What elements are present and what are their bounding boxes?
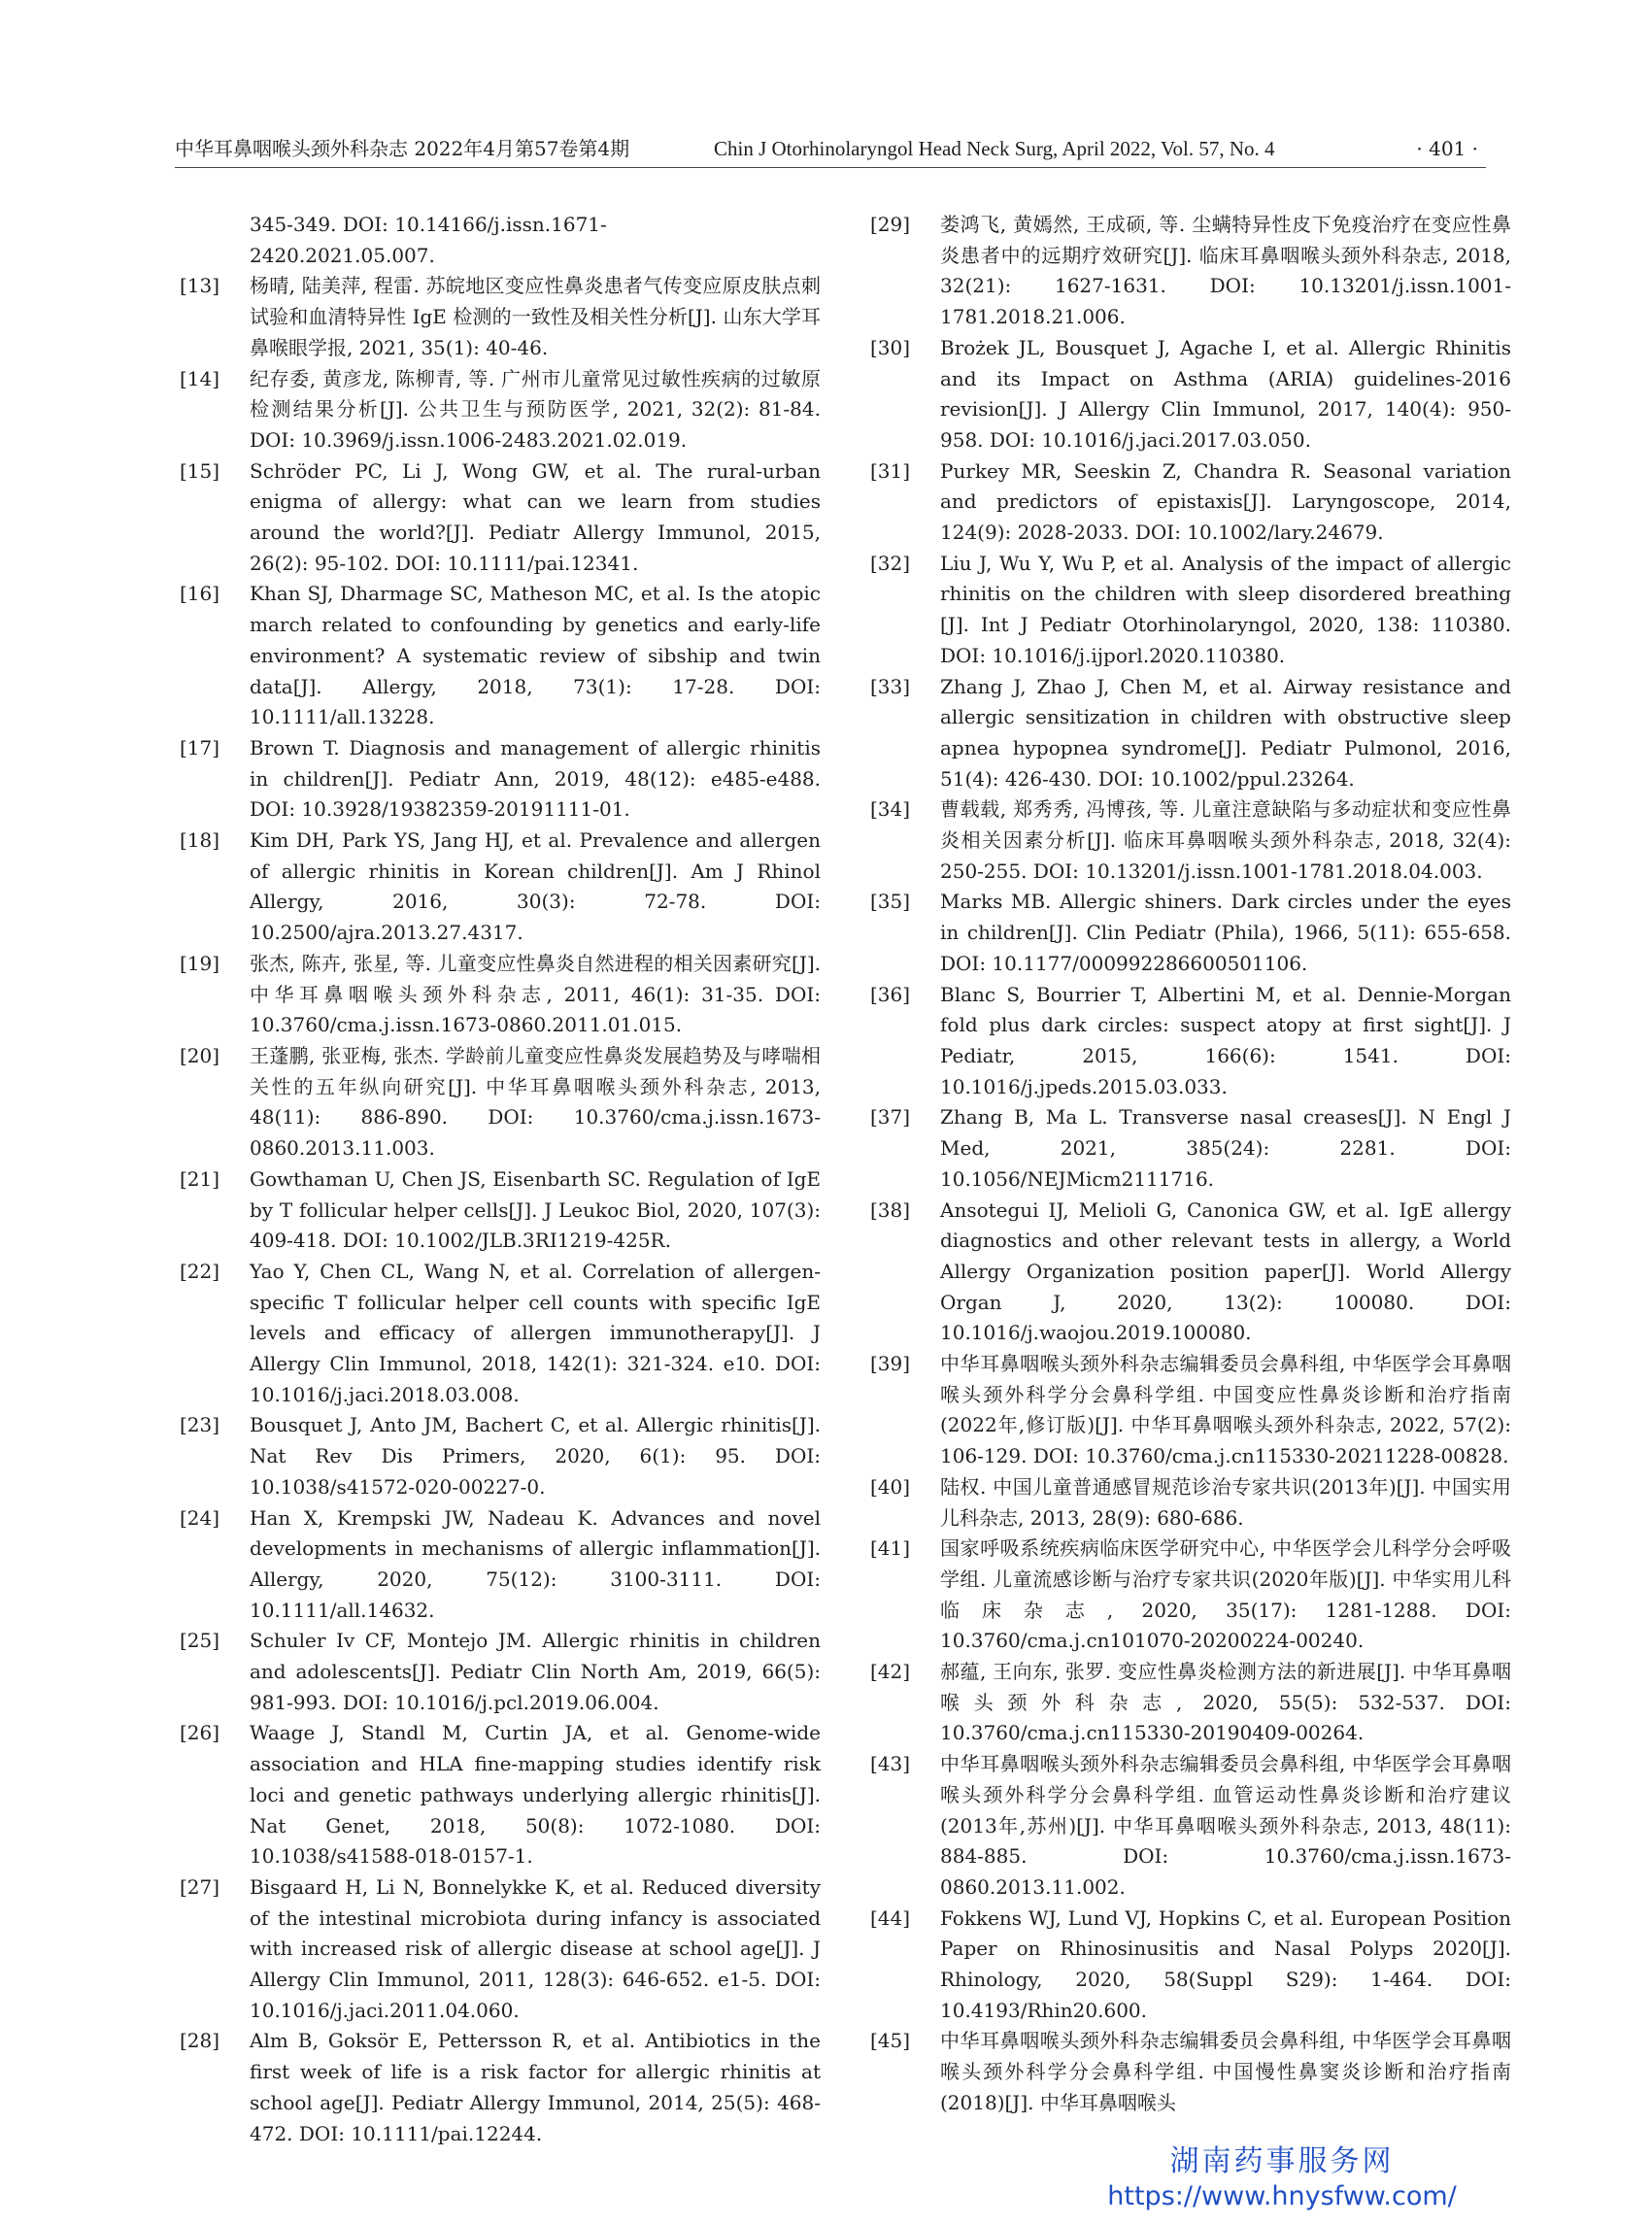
journal-title-cn: 中华耳鼻咽喉头颈外科杂志 2022年4月第57卷第4期 xyxy=(175,137,630,160)
reference-number: [23] xyxy=(180,1413,220,1437)
reference-item xyxy=(870,1102,1511,1195)
reference-number: [16] xyxy=(180,582,220,606)
reference-text: Gowthaman U, Chen JS, Eisenbarth SC. Regulation of IgE by T follicular helper cells[J]. J Leukoc Biol, 2020, 107(3): 409-418. DOI: 10.1002/JLB.3RI1219-425R. xyxy=(250,1166,821,1253)
reference-item xyxy=(180,826,821,949)
reference-text: Yao Y, Chen CL, Wang N, et al. Correlation of allergen-specific T follicular helper cell counts with specific IgE levels and efficacy of allergen immunotherapy[J]. J Allergy Clin Immunol, 2018, 142(1): 321-324. e10. DOI: 10.1016/j.jaci.2018.03.008. xyxy=(250,1259,821,1406)
reference-text: 中华耳鼻咽喉头颈外科杂志编辑委员会鼻科组, 中华医学会耳鼻咽喉头颈外科学分会鼻科学组. 中国慢性鼻窦炎诊断和治疗指南(2018)[J]. 中华耳鼻咽喉头 xyxy=(940,2029,1511,2114)
reference-item xyxy=(180,579,821,733)
reference-text: 纪存委, 黄彦龙, 陈柳青, 等. 广州市儿童常见过敏性疾病的过敏原检测结果分析[J]. 公共卫生与预防医学, 2021, 32(2): 81-84. DOI: 10.3969/j.issn.1006-2483.2021.02.019. xyxy=(250,366,821,452)
watermark-site-name: 湖南药事服务网 xyxy=(1169,2144,1395,2178)
reference-text: 曹载载, 郑秀秀, 冯博孩, 等. 儿童注意缺陷与多动症状和变应性鼻炎相关因素分析[J]. 临床耳鼻咽喉头颈外科杂志, 2018, 32(4): 250-255. DOI: 10.13201/j.issn.1001-1781.2018.04.003. xyxy=(940,797,1511,883)
reference-number: [45] xyxy=(870,2029,911,2053)
reference-item xyxy=(870,794,1511,887)
reference-number: [15] xyxy=(180,458,220,483)
reference-number: [39] xyxy=(870,1352,911,1376)
reference-text: 娄鸿飞, 黄嫣然, 王成硕, 等. 尘螨特异性皮下免疫治疗在变应性鼻炎患者中的远期疗效研究[J]. 临床耳鼻咽喉头颈外科杂志, 2018, 32(21): 1627-1631. DOI: 10.13201/j.issn.1001-1781.2018.21.006. xyxy=(940,213,1511,329)
reference-item xyxy=(870,980,1511,1103)
reference-item xyxy=(180,2026,821,2149)
reference-item xyxy=(180,949,821,1041)
reference-item xyxy=(870,2026,1511,2118)
reference-number: [34] xyxy=(870,797,911,822)
reference-text: Purkey MR, Seeskin Z, Chandra R. Seasonal variation and predictors of epistaxis[J]. Laryngoscope, 2014, 124(9): 2028-2033. DOI: 10.1002/lary.24679. xyxy=(940,458,1511,545)
reference-number: [33] xyxy=(870,674,911,698)
reference-item xyxy=(870,1196,1511,1350)
reference-text: 陆权. 中国儿童普通感冒规范诊治专家共识(2013年)[J]. 中国实用儿科杂志, 2013, 28(9): 680-686. xyxy=(940,1474,1511,1530)
reference-number: [21] xyxy=(180,1166,220,1191)
reference-text: Alm B, Goksör E, Pettersson R, et al. Antibiotics in the first week of life is a risk factor for allergic rhinitis at school age[J]. Pediatr Allergy Immunol, 2014, 25(5): 468-472. DOI: 10.1111/pai.12244. xyxy=(250,2029,821,2145)
reference-item xyxy=(180,1041,821,1164)
reference-text: Schröder PC, Li J, Wong GW, et al. The rural-urban enigma of allergy: what can we learn from studies around the world?[J]. Pediatr Allergy Immunol, 2015, 26(2): 95-102. DOI: 10.1111/pai.12341. xyxy=(250,458,821,575)
reference-text: Zhang J, Zhao J, Chen M, et al. Airway resistance and allergic sensitization in children with obstructive sleep apnea hypopnea syndrome[J]. Pediatr Pulmonol, 2016, 51(4): 426-430. DOI: 10.1002/ppul.23264. xyxy=(940,674,1511,791)
reference-number: [26] xyxy=(180,1721,220,1745)
reference-number: [30] xyxy=(870,335,911,359)
reference-item xyxy=(180,456,821,580)
reference-text: Schuler Iv CF, Montejo JM. Allergic rhinitis in children and adolescents[J]. Pediatr Clin North Am, 2019, 66(5): 981-993. DOI: 10.1016/j.pcl.2019.06.004. xyxy=(250,1629,821,1714)
reference-number: [19] xyxy=(180,951,220,975)
reference-number: [44] xyxy=(870,1905,911,1930)
reference-text: Blanc S, Bourrier T, Albertini M, et al. Dennie-Morgan fold plus dark circles: suspect atopy at first sight[J]. J Pediatr, 2015, 166(6): 1541. DOI: 10.1016/j.jpeds.2015.03.033. xyxy=(940,982,1511,1098)
watermark xyxy=(1078,2144,1486,2214)
reference-text: Brożek JL, Bousquet J, Agache I, et al. Allergic Rhinitis and its Impact on Asthma (ARIA) guidelines-2016 revision[J]. J Allergy Clin Immunol, 2017, 140(4): 950-958. DOI: 10.1016/j.jaci.2017.03.050. xyxy=(940,335,1511,452)
reference-item xyxy=(870,1657,1511,1749)
reference-column-left xyxy=(180,210,821,2149)
page-number: · 401 · xyxy=(1416,137,1478,160)
reference-item xyxy=(180,1257,821,1411)
reference-number: [25] xyxy=(180,1629,220,1653)
reference-number: [32] xyxy=(870,551,911,575)
reference-number: [38] xyxy=(870,1197,911,1222)
reference-text: Fokkens WJ, Lund VJ, Hopkins C, et al. European Position Paper on Rhinosinusitis and Nasal Polyps 2020[J]. Rhinology, 2020, 58(Suppl S29): 1-464. DOI: 10.4193/Rhin20.600. xyxy=(940,1905,1511,2022)
reference-item xyxy=(180,271,821,363)
reference-text: Ansotegui IJ, Melioli G, Canonica GW, et al. IgE allergy diagnostics and other relevant tests in allergy, a World Allergy Organization position paper[J]. World Allergy Organ J, 2020, 13(2): 100080. DOI: 10.1016/j.waojou.2019.100080. xyxy=(940,1197,1511,1345)
reference-item xyxy=(180,1872,821,2027)
reference-number: [41] xyxy=(870,1536,911,1561)
reference-text: Marks MB. Allergic shiners. Dark circles under the eyes in children[J]. Clin Pediatr (Phila), 1966, 5(11): 655-658. DOI: 10.1177/000992286600501106. xyxy=(940,890,1511,975)
reference-number: [14] xyxy=(180,366,220,390)
reference-text: 张杰, 陈卉, 张星, 等. 儿童变应性鼻炎自然进程的相关因素研究[J]. 中华耳鼻咽喉头颈外科杂志, 2011, 46(1): 31-35. DOI: 10.3760/cma.j.issn.1673-0860.2011.01.015. xyxy=(250,951,821,1037)
reference-number: [29] xyxy=(870,213,911,236)
reference-item xyxy=(870,1472,1511,1534)
reference-continuation: 345-349. DOI: 10.14166/j.issn.1671-2420.2021.05.007. xyxy=(250,213,607,267)
reference-text: Khan SJ, Dharmage SC, Matheson MC, et al. Is the atopic march related to confounding by genetics and early-life environment? A systematic review of sibship and twin data[J]. Allergy, 2018, 73(1): 17-28. DOI: 10.1111/all.13228. xyxy=(250,582,821,729)
reference-number: [40] xyxy=(870,1474,911,1499)
reference-item xyxy=(870,1749,1511,1904)
reference-number: [28] xyxy=(180,2029,220,2053)
running-header xyxy=(175,134,1486,168)
reference-column-right xyxy=(870,210,1511,2119)
reference-number: [18] xyxy=(180,828,220,853)
reference-text: 王蓬鹏, 张亚梅, 张杰. 学龄前儿童变应性鼻炎发展趋势及与哮喘相关性的五年纵向研究[J]. 中华耳鼻咽喉头颈外科杂志, 2013, 48(11): 886-890. DOI: 10.3760/cma.j.issn.1673-0860.2013.11.003. xyxy=(250,1043,821,1161)
reference-text: 国家呼吸系统疾病临床医学研究中心, 中华医学会儿科学分会呼吸学组. 儿童流感诊断与治疗专家共识(2020年版)[J]. 中华实用儿科临床杂志, 2020, 35(17): 1281-1288. DOI: 10.3760/cma.j.cn101070-20200224-00240. xyxy=(940,1536,1511,1653)
reference-item xyxy=(180,1164,821,1257)
reference-number: [36] xyxy=(870,982,911,1006)
reference-item xyxy=(180,733,821,826)
reference-text: Kim DH, Park YS, Jang HJ, et al. Prevalence and allergen of allergic rhinitis in Korean children[J]. Am J Rhinol Allergy, 2016, 30(3): 72-78. DOI: 10.2500/ajra.2013.27.4317. xyxy=(250,828,821,945)
reference-text: 郝蕴, 王向东, 张罗. 变应性鼻炎检测方法的新进展[J]. 中华耳鼻咽喉头颈外科杂志, 2020, 55(5): 532-537. DOI: 10.3760/cma.j.cn115330-20190409-00264. xyxy=(940,1660,1511,1745)
reference-text: Brown T. Diagnosis and management of allergic rhinitis in children[J]. Pediatr Ann, 2019, 48(12): e485-e488. DOI: 10.3928/19382359-20191111-01. xyxy=(250,735,821,822)
reference-number: [37] xyxy=(870,1105,911,1129)
reference-number: [20] xyxy=(180,1043,220,1067)
reference-number: [17] xyxy=(180,735,220,759)
reference-item xyxy=(180,1626,821,1718)
journal-title-en: Chin J Otorhinolaryngol Head Neck Surg, April 2022, Vol. 57, No. 4 xyxy=(714,137,1275,160)
reference-item xyxy=(870,210,1511,333)
reference-number: [31] xyxy=(870,458,911,483)
reference-text: Bousquet J, Anto JM, Bachert C, et al. Allergic rhinitis[J]. Nat Rev Dis Primers, 2020, 6(1): 95. DOI: 10.1038/s41572-020-00227-0. xyxy=(250,1413,821,1499)
reference-number: [42] xyxy=(870,1660,911,1684)
reference-item xyxy=(180,1503,821,1627)
reference-text: Han X, Krempski JW, Nadeau K. Advances and novel developments in mechanisms of allergic inflammation[J]. Allergy, 2020, 75(12): 3100-3111. DOI: 10.1111/all.14632. xyxy=(250,1505,821,1622)
reference-item xyxy=(870,333,1511,456)
reference-item xyxy=(870,456,1511,549)
reference-text: Bisgaard H, Li N, Bonnelykke K, et al. Reduced diversity of the intestinal microbiota during infancy is associated with increased risk of allergic disease at school age[J]. J Allergy Clin Immunol, 2011, 128(3): 646-652. e1-5. DOI: 10.1016/j.jaci.2011.04.060. xyxy=(250,1874,821,2022)
reference-number: [35] xyxy=(870,890,911,914)
reference-item xyxy=(870,549,1511,672)
reference-number: [24] xyxy=(180,1505,220,1530)
reference-item xyxy=(870,1349,1511,1472)
reference-text: Waage J, Standl M, Curtin JA, et al. Genome-wide association and HLA fine-mapping studies identify risk loci and genetic pathways underlying allergic rhinitis[J]. Nat Genet, 2018, 50(8): 1072-1080. DOI: 10.1038/s41588-018-0157-1. xyxy=(250,1721,821,1869)
reference-number: [22] xyxy=(180,1259,220,1283)
reference-text: Zhang B, Ma L. Transverse nasal creases[J]. N Engl J Med, 2021, 385(24): 2281. DOI: 10.1056/NEJMicm2111716. xyxy=(940,1105,1511,1191)
reference-item xyxy=(870,1904,1511,2027)
reference-item xyxy=(870,672,1511,795)
watermark-url: https://www.hnysfww.com/ xyxy=(1107,2181,1457,2211)
reference-text: 中华耳鼻咽喉头颈外科杂志编辑委员会鼻科组, 中华医学会耳鼻咽喉头颈外科学分会鼻科学组. 血管运动性鼻炎诊断和治疗建议(2013年,苏州)[J]. 中华耳鼻咽喉头颈外科杂志, 2013, 48(11): 884-885. DOI: 10.3760/cma.j.issn.1673-0860.2013.11.002. xyxy=(940,1752,1511,1899)
reference-item xyxy=(180,1718,821,1872)
reference-item xyxy=(870,1534,1511,1657)
reference-number: [13] xyxy=(180,274,220,298)
reference-text: Liu J, Wu Y, Wu P, et al. Analysis of the impact of allergic rhinitis on the children with sleep disordered breathing [J]. Int J Pediatr Otorhinolaryngol, 2020, 138: 110380. DOI: 10.1016/j.ijporl.2020.110380. xyxy=(940,551,1511,667)
reference-text: 中华耳鼻咽喉头颈外科杂志编辑委员会鼻科组, 中华医学会耳鼻咽喉头颈外科学分会鼻科学组. 中国变应性鼻炎诊断和治疗指南(2022年,修订版)[J]. 中华耳鼻咽喉头颈外科杂志, 2022, 57(2): 106-129. DOI: 10.3760/cma.j.cn115330-20211228-00828. xyxy=(940,1352,1511,1468)
reference-item xyxy=(180,1410,821,1502)
reference-number: [43] xyxy=(870,1752,911,1776)
reference-number: [27] xyxy=(180,1874,220,1899)
reference-text: 杨晴, 陆美萍, 程雷. 苏皖地区变应性鼻炎患者气传变应原皮肤点刺试验和血清特异性 IgE 检测的一致性及相关性分析[J]. 山东大学耳鼻喉眼学报, 2021, 35(1): 40-46. xyxy=(250,274,821,359)
reference-item xyxy=(870,887,1511,979)
reference-item xyxy=(180,364,821,456)
